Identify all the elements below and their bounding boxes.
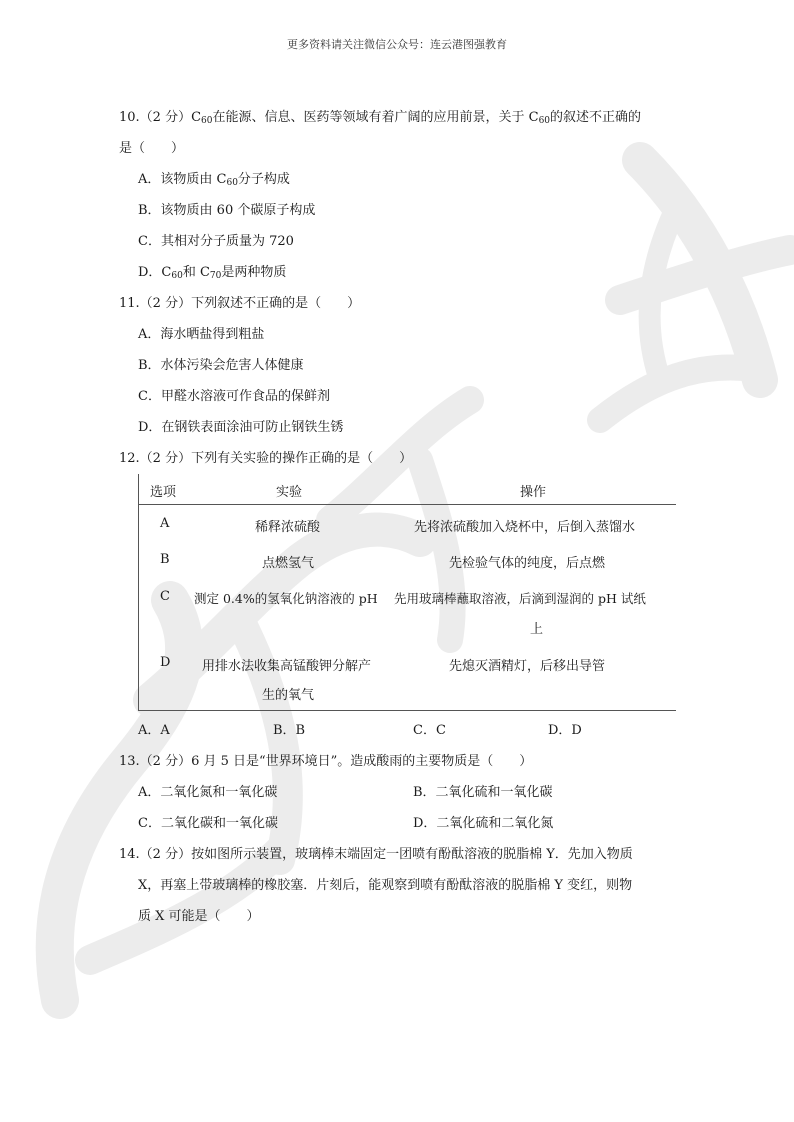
q10-option-c: C．其相对分子质量为 720 bbox=[138, 234, 294, 249]
page-header: 更多资料请关注微信公众号：连云港图强教育 bbox=[287, 38, 507, 51]
table-row-a-option: A bbox=[160, 516, 170, 531]
table-row-c-experiment: 测定 0.4%的氢氧化钠溶液的 pH bbox=[194, 591, 378, 606]
q10-option-d: D．$C_{60}$和 $C_{70}$是两种物质 bbox=[138, 265, 287, 281]
q14-stem-line1: 14.（2 分）按如图所示装置，玻璃棒末端固定一团喷有酚酞溶液的脱脂棉 Y．先加入物质 bbox=[119, 847, 633, 862]
table-header-divider bbox=[138, 504, 676, 505]
table-row-d-operation: 先熄灭酒精灯，后移出导管 bbox=[449, 659, 606, 674]
q14-stem-line2: X，再塞上带玻璃棒的橡胶塞．片刻后，能观察到喷有酚酞溶液的脱脂棉 Y 变红，则物 bbox=[138, 878, 633, 893]
q10-option-b: B．该物质由 60 个碳原子构成 bbox=[138, 203, 316, 218]
q13-stem: 13.（2 分）6 月 5 日是“世界环境日”。造成酸雨的主要物质是（ ） bbox=[119, 754, 533, 769]
table-row-d-experiment-cont: 生的氧气 bbox=[262, 688, 315, 703]
table-row-d-option: D bbox=[160, 655, 171, 670]
q11-stem: 11.（2 分）下列叙述不正确的是（ ） bbox=[119, 296, 361, 311]
table-row-b-option: B bbox=[160, 552, 170, 567]
q11-option-d: D．在钢铁表面涂油可防止钢铁生锈 bbox=[138, 420, 344, 435]
q13-option-c: C．二氧化碳和一氧化碳 bbox=[138, 816, 278, 831]
table-row-d-experiment: 用排水法收集高锰酸钾分解产 bbox=[202, 659, 372, 674]
q10-option-a: A．该物质由 $C_{60}$分子构成 bbox=[138, 172, 290, 188]
q12-answer-b: B．B bbox=[273, 723, 306, 738]
table-header-experiment: 实验 bbox=[276, 485, 303, 500]
q10-stem-line1: 10.（2 分）$C_{60}$在能源、信息、医药等领域有着广阔的应用前景，关于 $C_{60}$的叙述不正确的 bbox=[119, 110, 642, 126]
table-row-c-operation: 先用玻璃棒蘸取溶液，后滴到湿润的 pH 试纸 bbox=[394, 591, 646, 606]
table-row-c-operation-cont: 上 bbox=[530, 622, 544, 637]
table-row-b-experiment: 点燃氢气 bbox=[262, 556, 315, 571]
table-row-a-operation: 先将浓硫酸加入烧杯中，后倒入蒸馏水 bbox=[414, 520, 636, 535]
q11-option-a: A．海水晒盐得到粗盐 bbox=[138, 327, 265, 342]
q14-stem-line3: 质 X 可能是（ ） bbox=[138, 909, 260, 924]
q11-option-b: B．水体污染会危害人体健康 bbox=[138, 358, 304, 373]
table-border-bottom bbox=[138, 710, 676, 711]
q12-answer-d: D．D bbox=[548, 723, 582, 738]
q10-stem-line2: 是（ ） bbox=[119, 141, 185, 156]
table-row-b-operation: 先检验气体的纯度，后点燃 bbox=[449, 556, 606, 571]
q12-answer-a: A．A bbox=[138, 723, 170, 738]
q12-answer-c: C．C bbox=[413, 723, 446, 738]
table-header-operation: 操作 bbox=[520, 485, 547, 500]
table-border-left bbox=[138, 474, 139, 710]
q13-option-a: A．二氧化氮和一氧化碳 bbox=[138, 785, 278, 800]
q13-option-b: B．二氧化硫和一氧化碳 bbox=[413, 785, 553, 800]
table-row-c-option: C bbox=[160, 589, 170, 604]
table-header-option: 选项 bbox=[150, 485, 177, 500]
table-row-a-experiment: 稀释浓硫酸 bbox=[255, 520, 321, 535]
q11-option-c: C．甲醛水溶液可作食品的保鲜剂 bbox=[138, 389, 330, 404]
q12-stem: 12.（2 分）下列有关实验的操作正确的是（ ） bbox=[119, 451, 413, 466]
q13-option-d: D．二氧化硫和二氧化氮 bbox=[413, 816, 554, 831]
